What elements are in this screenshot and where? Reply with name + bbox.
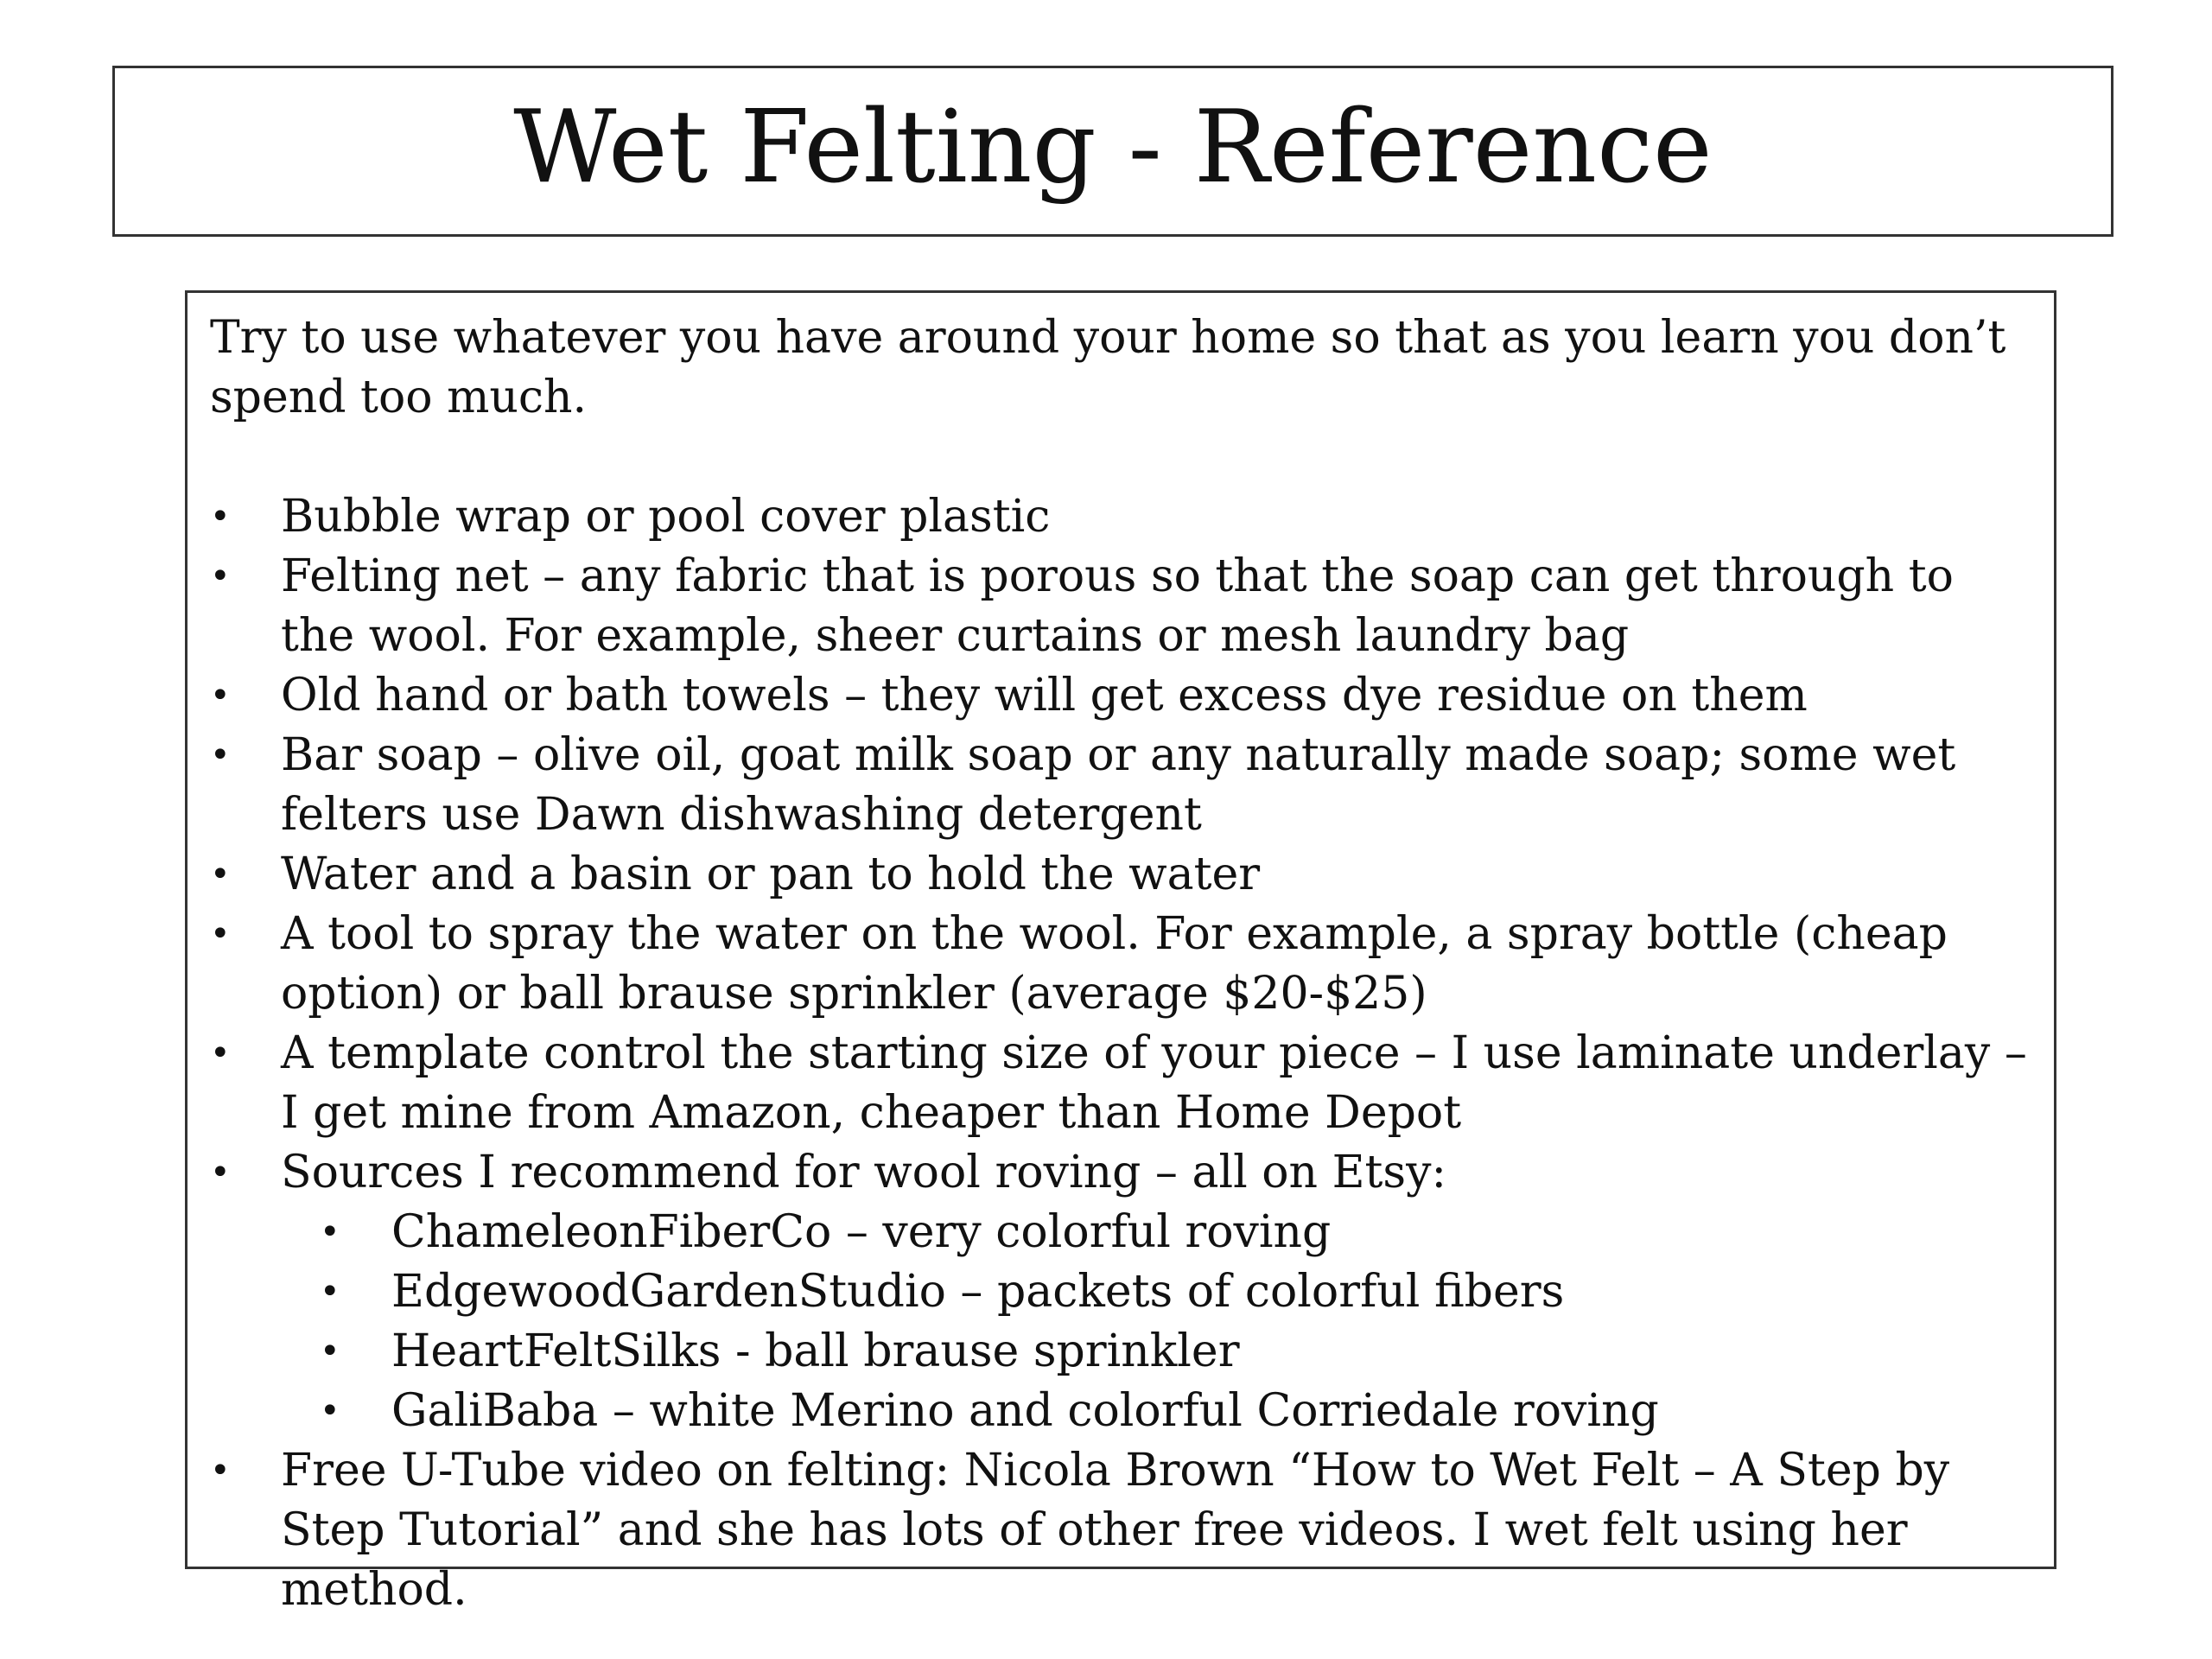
source-item-text: HeartFeltSilks - ball brause sprinkler — [391, 1325, 1240, 1377]
title-box — [112, 66, 2113, 237]
bullet-icon: • — [210, 1451, 231, 1491]
list-item-text: Bubble wrap or pool cover plastic — [281, 491, 1051, 543]
list-item-text: A tool to spray the water on the wool. For example, a spray bottle (cheap option) or ball brause sprinkler (average $20-$25) — [281, 908, 1948, 1020]
sources-sublist — [281, 1203, 2033, 1441]
bullet-icon: • — [210, 855, 231, 894]
list-item — [210, 487, 2033, 547]
source-item — [210, 1203, 2033, 1262]
list-item-text: Water and a basin or pan to hold the water — [281, 849, 1261, 900]
list-item-text: Felting net – any fabric that is porous so that the soap can get through to the wool. For example, sheer curtains or mesh laundry bag — [281, 550, 1954, 662]
content-box — [185, 290, 2056, 1616]
list-item — [210, 666, 2033, 726]
page-title: Wet Felting - Reference — [513, 89, 1713, 206]
list-item — [210, 845, 2033, 905]
intro-text: Try to use whatever you have around your home so that as you learn you don’t spend too much. — [210, 312, 2006, 423]
list-item-text: Old hand or bath towels – they will get excess dye residue on them — [281, 670, 1808, 721]
bullet-icon: • — [210, 497, 231, 537]
list-item — [210, 905, 2033, 1024]
list-item-text: Bar soap – olive oil, goat milk soap or any naturally made soap; some wet felters use Dawn dishwashing detergent — [281, 729, 1956, 841]
source-item-text: ChameleonFiberCo – very colorful roving — [391, 1206, 1332, 1258]
list-item-text: A template control the starting size of your piece – I use laminate underlay – I get mine from Amazon, cheaper than Home Depot — [281, 1027, 2027, 1139]
list-item — [210, 1143, 2033, 1441]
list-item-text: Sources I recommend for wool roving – all on Etsy: — [281, 1147, 1447, 1198]
bullet-icon: • — [210, 1153, 231, 1192]
bullet-icon: • — [320, 1391, 340, 1431]
bullet-icon: • — [210, 1033, 231, 1073]
supply-list — [210, 487, 2033, 1620]
bullet-icon: • — [210, 556, 231, 596]
list-item — [210, 726, 2033, 845]
bullet-icon: • — [320, 1272, 340, 1312]
list-item — [210, 1441, 2033, 1620]
list-item — [210, 1024, 2033, 1143]
list-item-text: Free U-Tube video on felting: Nicola Brown “How to Wet Felt – A Step by Step Tutorial” and she has lots of other free videos. I wet felt using her method. — [281, 1445, 1950, 1616]
source-item — [210, 1262, 2033, 1322]
source-item — [210, 1382, 2033, 1441]
source-item — [210, 1322, 2033, 1382]
bullet-icon: • — [320, 1332, 340, 1371]
bullet-icon: • — [210, 914, 231, 954]
source-item-text: EdgewoodGardenStudio – packets of colorful fibers — [391, 1266, 1565, 1318]
source-item-text: GaliBaba – white Merino and colorful Corriedale roving — [391, 1385, 1659, 1437]
bullet-icon: • — [320, 1212, 340, 1252]
bullet-icon: • — [210, 735, 231, 775]
list-item — [210, 547, 2033, 666]
bullet-icon: • — [210, 676, 231, 715]
